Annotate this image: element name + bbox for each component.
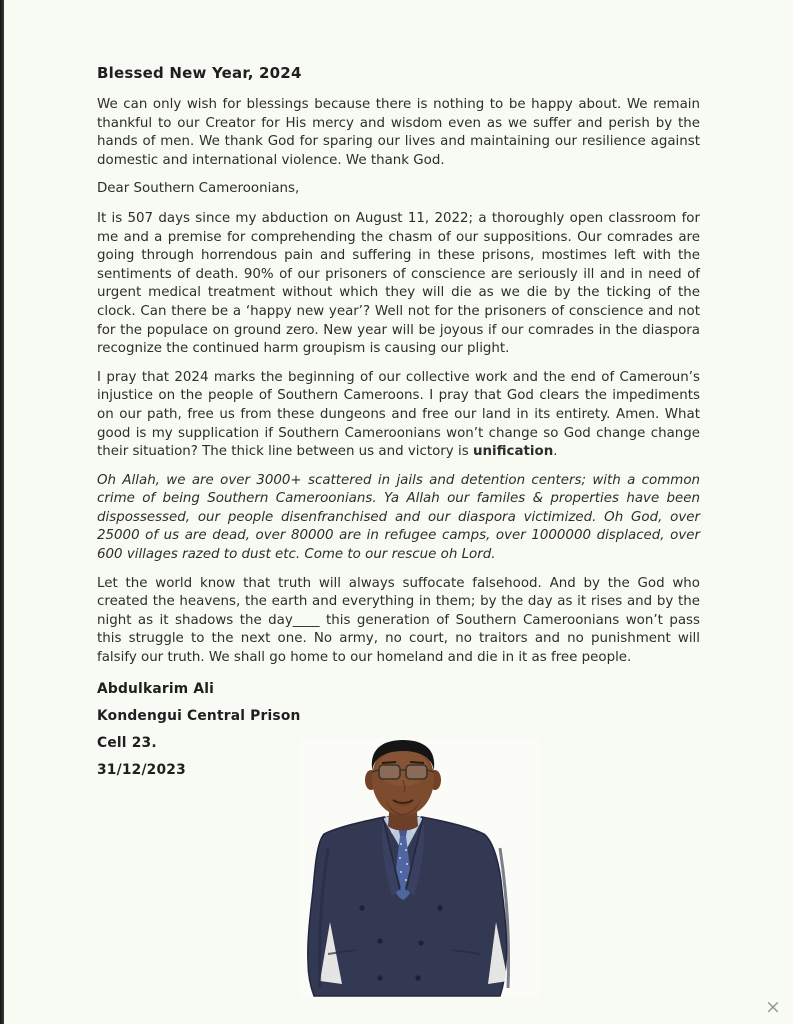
- prayer-text: I pray that 2024 marks the beginning of our collective work and the end of Cameroun’s injustice on the people of Southern Cameroons. I pray that God clears the impediments on our path, free us from these dungeons and free our land in its entirety. Amen. What good is my supplication if Southern Cameroonians won’t change so God change change their situation? The thick line between us and victory is: [97, 369, 700, 460]
- signature-location: Kondengui Central Prison: [97, 707, 301, 724]
- signature-name: Abdulkarim Ali: [97, 680, 215, 697]
- paragraph-truth: Let the world know that truth will always suffocate falsehood. And by the God who created the heavens, the earth and everything in them; by the day as it rises and by the night as it shadows the day____ this generation of Southern Cameroonians won’t pass this struggle to the next one. No army, no court, no traitors and no punishment will falsify our truth. We shall go home to our homeland and die in it as free people.: [97, 575, 700, 666]
- prayer-bold-word: unification: [472, 444, 554, 460]
- close-icon[interactable]: ×: [765, 996, 781, 1018]
- letter-title: Blessed New Year, 2024: [97, 64, 302, 82]
- paragraph-blessings: We can only wish for blessings because there is nothing to be happy about. We remain thankful to our Creator for His mercy and wisdom even as we suffer and perish by the hands of men. We thank God for sparing our lives and maintaining our resilience against domestic and international violence. We thank God.: [97, 97, 700, 168]
- signature-cell: Cell 23.: [97, 734, 157, 751]
- page-left-edge-shadow: [0, 0, 4, 1024]
- paragraph-abduction: It is 507 days since my abduction on August 11, 2022; a thoroughly open classroom for me and a premise for comprehending the chasm of our suppositions. Our comrades are going through horrendous pain and suffering in these prisons, mostimes left with the sentiments of death. 90% of our prisoners of conscience are seriously ill and in need of urgent medical treatment without which they will die as we die by the ticking of the clock. Can there be a ‘happy new year’? Well not for the prisoners of conscience and not for the populace on ground zero. New year will be joyous if our comrades in the diaspora recognize the continued harm groupism is causing our plight.: [97, 210, 700, 357]
- paragraph-salutation: Dear Southern Cameroonians,: [97, 181, 300, 197]
- paragraph-supplication: Oh Allah, we are over 3000+ scattered in jails and detention centers; with a common crime of being Southern Cameroonians. Ya Allah our familes & properties have been dispossessed, our people disenfranchised and our diaspora victimized. Oh God, over 25000 of us are dead, over 80000 are in refugee camps, over 1000000 displaced, over 600 villages razed to dust etc. Come to our rescue oh Lord.: [97, 472, 700, 563]
- prayer-text-end: .: [553, 444, 558, 460]
- portrait-photo: [300, 738, 540, 1002]
- letter-content: [97, 64, 700, 790]
- signature-date: 31/12/2023: [97, 761, 186, 778]
- paragraph-prayer: [97, 369, 700, 462]
